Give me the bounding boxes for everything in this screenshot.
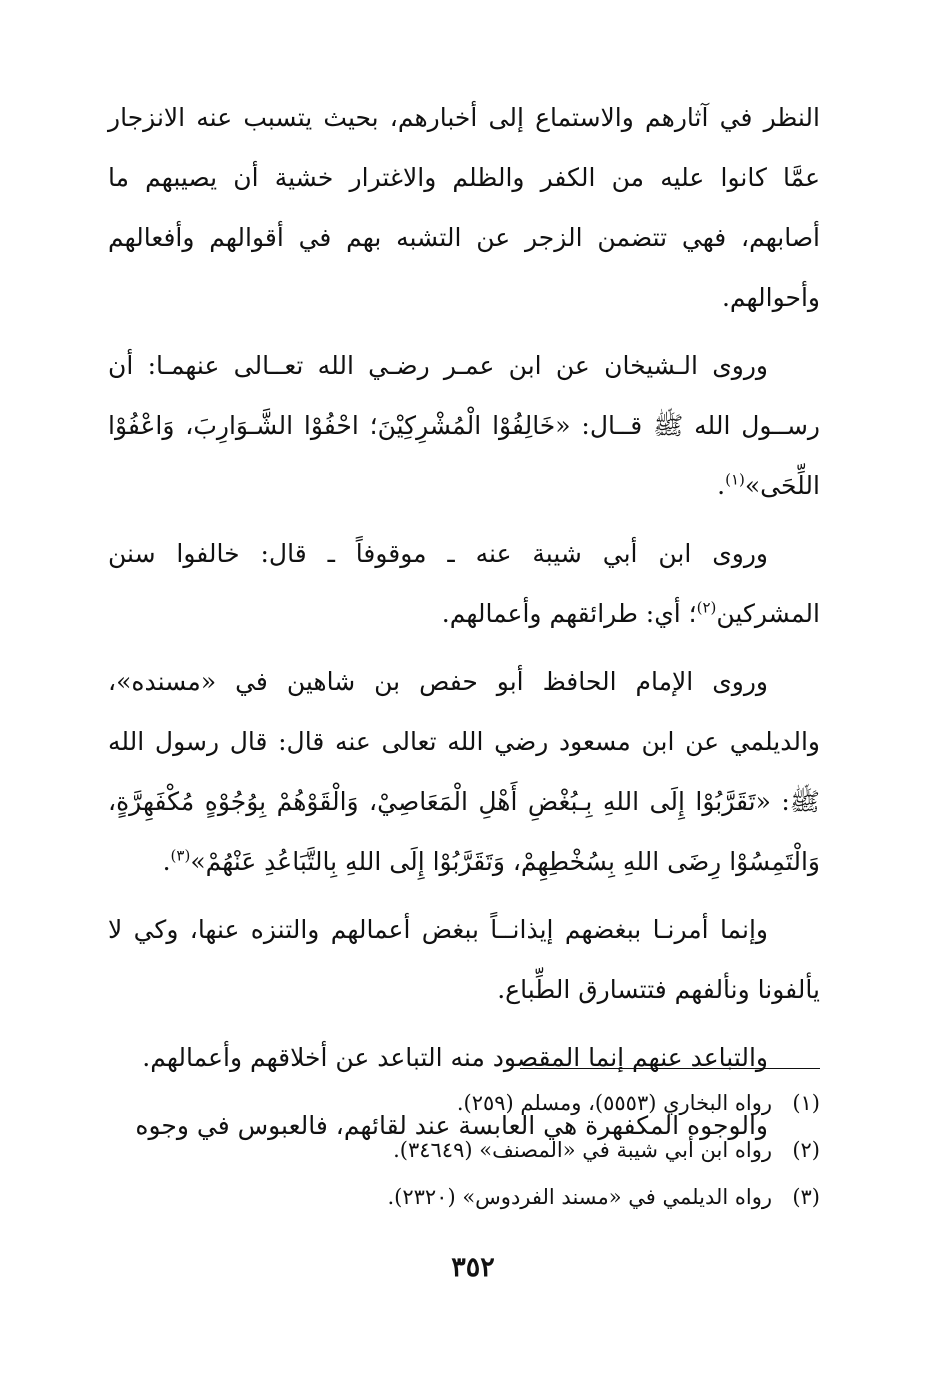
paragraph-1-text: النظر في آثارهم والاستماع إلى أخبارهم، بحيث يتسبب عنه الانزجار عمَّا كانوا عليه من الكفر والظلم والاغترار خشية أن يصيبهم ما أصابهم، فهي تتضمن الزجر عن التشبه بهم في أقوالهم وأفعالهم وأحوالهم. <box>108 103 820 312</box>
paragraph-6 <box>108 1028 820 1088</box>
footnote-2 <box>108 1127 820 1174</box>
footnote-number: (١) <box>792 1091 820 1115</box>
paragraph-4 <box>108 652 820 892</box>
footnote-separator <box>520 1068 820 1069</box>
page-body <box>108 88 820 1164</box>
paragraph-3 <box>108 524 820 644</box>
paragraph-5-text: وإنما أمرنـا ببغضهم إيذانــاً ببغض أعمالهم والتنزه عنها، وكي لا يألفونا ونألفهم فتتسارق الطِّباع. <box>108 915 820 1004</box>
footnote-ref-1[interactable]: (١) <box>725 470 745 489</box>
footnotes <box>108 1080 820 1221</box>
footnote-3 <box>108 1174 820 1221</box>
paragraph-7-text: والوجوه المكفهرة هي العابسة عند لقائهم، فالعبوس في وجوه <box>135 1111 768 1140</box>
paragraph-4-text: وروى الإمام الحافظ أبو حفص بن شاهين في «مسنده»، والديلمي عن ابن مسعود رضي الله تعالى عنه قال: قال رسول الله ﷺ: «تَقَرَّبُوْا إِلَى اللهِ بِـبُغْضِ أَهْلِ الْمَعَاصِيْ، وَالْقَوْهُمْ بِوُجُوْهٍ مُكْفَهِرَّةٍ، وَالْتَمِسُوْا رِضَى اللهِ بِسُخْطِهِمْ، وَتَقَرَّبُوْا إِلَى اللهِ بِالتَّبَاعُدِ عَنْهُمْ» <box>108 667 820 876</box>
page-number: ٣٥٢ <box>451 1252 495 1283</box>
footnote-ref-2[interactable]: (٢) <box>696 598 717 617</box>
paragraph-6-text: والتباعد عنهم إنما المقصود منه التباعد عن أخلاقهم وأعمالهم. <box>142 1043 768 1072</box>
paragraph-3-text-end: ؛ أي: طرائقهم وأعمالهم. <box>441 599 697 628</box>
footnote-1 <box>108 1080 820 1127</box>
paragraph-2 <box>108 336 820 516</box>
footnote-ref-3[interactable]: (٣) <box>170 846 191 865</box>
paragraph-2-text: وروى الـشيخان عن ابن عمـر رضـي الله تعــالى عنهمـا: أن رســول الله ﷺ قــال: «خَالِفُوْا الْمُشْرِكِيْنَ؛ احْفُوْا الشَّـوَارِبَ، وَاعْفُوْا اللِّحَى» <box>108 351 820 500</box>
footnote-number: (٣) <box>792 1185 820 1209</box>
footnote-text: رواه الديلمي في «مسند الفردوس» (٢٣٢٠). <box>387 1185 772 1209</box>
footnote-text: رواه البخاري (٥٥٥٣)، ومسلم (٢٥٩). <box>456 1091 772 1115</box>
paragraph-3-text: وروى ابن أبي شيبة عنه ـ موقوفاً ـ قال: خالفوا سنن المشركين <box>108 539 820 628</box>
footnote-number: (٢) <box>792 1138 820 1162</box>
footnote-text: رواه ابن أبي شيبة في «المصنف» (٣٤٦٤٩). <box>393 1138 772 1162</box>
paragraph-4-end: . <box>162 847 171 876</box>
paragraph-1 <box>108 88 820 328</box>
paragraph-5 <box>108 900 820 1020</box>
paragraph-2-end: . <box>717 471 726 500</box>
